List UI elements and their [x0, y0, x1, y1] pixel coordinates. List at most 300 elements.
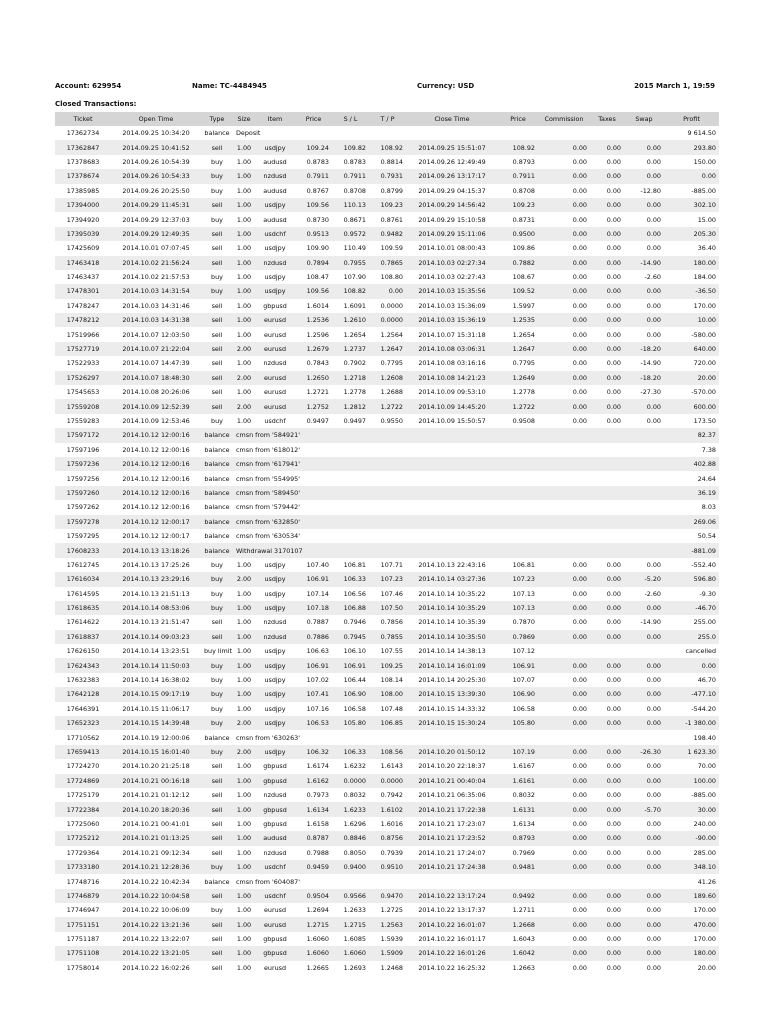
- table-cell: 0.00: [538, 961, 590, 975]
- table-cell: 1.2633: [332, 903, 369, 917]
- table-cell: -18.20: [624, 342, 664, 356]
- table-cell: 0.00: [590, 198, 624, 212]
- table-cell: 1.2778: [332, 385, 369, 399]
- table-cell: 1.6060: [295, 946, 332, 960]
- table-cell: 109.23: [369, 198, 406, 212]
- table-cell: 106.90: [332, 687, 369, 701]
- table-cell: -5.20: [624, 572, 664, 586]
- table-cell: 17597295: [55, 529, 111, 543]
- table-cell: -570.00: [664, 385, 719, 399]
- table-cell: 0.00: [624, 601, 664, 615]
- table-cell: 1.00: [233, 644, 255, 658]
- table-cell: balance: [201, 500, 233, 514]
- table-cell: 1.2650: [295, 371, 332, 385]
- table-cell: -881.09: [664, 543, 719, 557]
- table-cell: 0.00: [624, 774, 664, 788]
- table-cell: 0.00: [538, 601, 590, 615]
- table-cell: 106.58: [498, 702, 538, 716]
- table-cell: 1.2608: [369, 371, 406, 385]
- table-cell: 0.00: [590, 572, 624, 586]
- table-cell: 1.6131: [498, 802, 538, 816]
- table-cell: buy: [201, 184, 233, 198]
- table-cell: nzdusd: [255, 169, 295, 183]
- column-header: Price: [295, 112, 332, 126]
- table-cell: 240.00: [664, 817, 719, 831]
- table-row: [55, 529, 719, 543]
- table-row: [55, 169, 719, 183]
- table-cell: sell: [201, 399, 233, 413]
- table-cell: 0.00: [590, 371, 624, 385]
- table-cell: 2014.10.07 12:03:50: [111, 327, 201, 341]
- table-cell: 0.9508: [498, 414, 538, 428]
- table-cell: 0.7894: [295, 256, 332, 270]
- table-cell: 1.2647: [498, 342, 538, 356]
- table-cell: 2014.10.15 13:39:30: [406, 687, 498, 701]
- table-cell: 0.00: [590, 313, 624, 327]
- table-cell: 2014.10.21 17:24:07: [406, 846, 498, 860]
- table-cell: 106.56: [332, 587, 369, 601]
- table-cell: 0.00: [590, 356, 624, 370]
- table-cell: 1.2649: [498, 371, 538, 385]
- table-cell: -2.60: [624, 270, 664, 284]
- table-cell: 0.00: [538, 658, 590, 672]
- table-cell: usdjpy: [255, 745, 295, 759]
- table-cell: 1.2647: [369, 342, 406, 356]
- table-cell: usdchf: [255, 889, 295, 903]
- table-cell: 1.2468: [369, 961, 406, 975]
- column-header: Open Time: [111, 112, 201, 126]
- table-cell: 2014.10.03 14:31:38: [111, 313, 201, 327]
- table-cell: 0.8708: [332, 184, 369, 198]
- table-cell: balance: [201, 457, 233, 471]
- table-cell: 1.2654: [498, 327, 538, 341]
- table-cell: 150.00: [664, 155, 719, 169]
- table-cell: usdchf: [255, 860, 295, 874]
- table-row: [55, 932, 719, 946]
- table-cell: 0.7843: [295, 356, 332, 370]
- table-cell: -885.00: [664, 788, 719, 802]
- table-cell: 0.00: [538, 917, 590, 931]
- table-cell: 2014.10.13 17:25:26: [111, 558, 201, 572]
- table-cell: 2014.10.19 12:00:06: [111, 730, 201, 744]
- table-cell: 0.00: [590, 385, 624, 399]
- table-cell: 0.00: [538, 788, 590, 802]
- table-cell: 0.00: [624, 917, 664, 931]
- table-cell: 0.00: [538, 846, 590, 860]
- table-row: [55, 874, 719, 888]
- table-cell: 1.6167: [498, 759, 538, 773]
- table-cell: balance: [201, 486, 233, 500]
- table-cell: 2014.10.14 08:53:06: [111, 601, 201, 615]
- table-cell: 1.2563: [369, 917, 406, 931]
- table-cell: 106.85: [369, 716, 406, 730]
- statement-page: [55, 82, 719, 975]
- table-row: [55, 558, 719, 572]
- table-cell: cmsn from '579442': [233, 500, 664, 514]
- table-cell: 2014.10.12 12:00:17: [111, 515, 201, 529]
- table-cell: balance: [201, 126, 233, 140]
- table-cell: 107.07: [498, 673, 538, 687]
- table-cell: 2014.10.15 16:01:40: [111, 745, 201, 759]
- table-cell: buy: [201, 155, 233, 169]
- table-cell: 1.00: [233, 759, 255, 773]
- table-cell: 2014.09.26 13:17:17: [406, 169, 498, 183]
- table-cell: 2014.10.21 09:12:34: [111, 846, 201, 860]
- table-cell: 0.00: [538, 385, 590, 399]
- table-cell: 2014.10.20 21:25:18: [111, 759, 201, 773]
- table-row: [55, 543, 719, 557]
- table-cell: 0.00: [538, 212, 590, 226]
- table-cell: usdjpy: [255, 270, 295, 284]
- table-cell: 0.7856: [369, 615, 406, 629]
- table-cell: 17624343: [55, 658, 111, 672]
- table-cell: 107.02: [295, 673, 332, 687]
- table-cell: 106.58: [332, 702, 369, 716]
- table-cell: nzdusd: [255, 630, 295, 644]
- table-cell: 0.00: [538, 241, 590, 255]
- table-cell: buy limit: [201, 644, 233, 658]
- table-cell: 0.00: [538, 903, 590, 917]
- table-cell: -12.80: [624, 184, 664, 198]
- table-row: [55, 572, 719, 586]
- table-cell: 0.8767: [295, 184, 332, 198]
- table-cell: 0.7795: [498, 356, 538, 370]
- table-cell: -580.00: [664, 327, 719, 341]
- table-cell: 2014.10.22 10:06:09: [111, 903, 201, 917]
- table-cell: 1.2812: [332, 399, 369, 413]
- table-cell: 1.00: [233, 227, 255, 241]
- table-cell: 0.00: [590, 414, 624, 428]
- table-cell: 0.00: [624, 658, 664, 672]
- table-cell: 106.91: [295, 572, 332, 586]
- table-cell: 108.80: [369, 270, 406, 284]
- table-cell: -885.00: [664, 184, 719, 198]
- table-cell: 2014.10.03 15:36:19: [406, 313, 498, 327]
- table-cell: usdjpy: [255, 702, 295, 716]
- table-cell: 1 623.30: [664, 745, 719, 759]
- table-cell: buy: [201, 702, 233, 716]
- table-cell: 0.00: [538, 313, 590, 327]
- column-header: Commission: [538, 112, 590, 126]
- table-cell: 2014.10.14 13:23:51: [111, 644, 201, 658]
- table-cell: 17378683: [55, 155, 111, 169]
- table-cell: 17614622: [55, 615, 111, 629]
- table-cell: 0.00: [624, 327, 664, 341]
- table-cell: cmsn from '617941': [233, 457, 664, 471]
- table-cell: 0.00: [624, 558, 664, 572]
- table-cell: 107.71: [369, 558, 406, 572]
- table-cell: 1.00: [233, 313, 255, 327]
- table-cell: 17724869: [55, 774, 111, 788]
- table-cell: 1.00: [233, 385, 255, 399]
- table-cell: 1.00: [233, 256, 255, 270]
- table-cell: 2014.10.21 17:24:38: [406, 860, 498, 874]
- table-cell: 0.00: [538, 860, 590, 874]
- table-cell: sell: [201, 774, 233, 788]
- table-cell: 0.00: [590, 917, 624, 931]
- table-cell: 1.00: [233, 831, 255, 845]
- table-cell: 108.00: [369, 687, 406, 701]
- table-cell: 0.8050: [332, 846, 369, 860]
- table-row: [55, 860, 719, 874]
- table-cell: 0.00: [538, 198, 590, 212]
- table-row: [55, 399, 719, 413]
- column-header: Close Time: [406, 112, 498, 126]
- table-cell: 70.00: [664, 759, 719, 773]
- table-cell: 0.8787: [295, 831, 332, 845]
- table-cell: 1.00: [233, 630, 255, 644]
- table-cell: sell: [201, 932, 233, 946]
- table-cell: 2014.10.15 14:39:48: [111, 716, 201, 730]
- table-cell: 2014.10.07 21:22:04: [111, 342, 201, 356]
- table-cell: 0.7945: [332, 630, 369, 644]
- table-cell: 17608233: [55, 543, 111, 557]
- closed-transactions-table: [55, 112, 719, 975]
- table-cell: 17478247: [55, 299, 111, 313]
- table-cell: 17559208: [55, 399, 111, 413]
- table-cell: 302.10: [664, 198, 719, 212]
- table-cell: 2014.10.22 10:04:58: [111, 889, 201, 903]
- table-cell: 1.6232: [332, 759, 369, 773]
- table-cell: 2014.10.07 15:31:18: [406, 327, 498, 341]
- table-cell: 109.24: [295, 140, 332, 154]
- table-cell: 0.0000: [369, 313, 406, 327]
- table-cell: 0.00: [590, 342, 624, 356]
- table-cell: cmsn from '630534': [233, 529, 664, 543]
- table-cell: 180.00: [664, 256, 719, 270]
- table-cell: 1.6134: [498, 817, 538, 831]
- table-cell: 109.82: [332, 140, 369, 154]
- table-cell: 0.7973: [295, 788, 332, 802]
- table-cell: 1.00: [233, 932, 255, 946]
- table-cell: 0.0000: [369, 774, 406, 788]
- table-cell: 8.03: [664, 500, 719, 514]
- table-cell: 17659413: [55, 745, 111, 759]
- table-cell: 1.6091: [332, 299, 369, 313]
- table-row: [55, 687, 719, 701]
- table-cell: 46.70: [664, 673, 719, 687]
- table-cell: 2014.10.12 12:00:16: [111, 500, 201, 514]
- table-cell: 109.52: [498, 284, 538, 298]
- table-cell: sell: [201, 198, 233, 212]
- table-cell: 7.38: [664, 443, 719, 457]
- table-cell: 17559283: [55, 414, 111, 428]
- table-cell: 17362734: [55, 126, 111, 140]
- table-cell: -2.60: [624, 587, 664, 601]
- table-cell: 1.00: [233, 155, 255, 169]
- table-cell: buy: [201, 169, 233, 183]
- table-cell: 1.2536: [295, 313, 332, 327]
- table-cell: 1.6014: [295, 299, 332, 313]
- table-cell: 0.9550: [369, 414, 406, 428]
- table-cell: 0.00: [590, 169, 624, 183]
- table-cell: 2014.10.02 21:57:53: [111, 270, 201, 284]
- table-cell: 2014.10.20 22:18:37: [406, 759, 498, 773]
- table-row: [55, 615, 719, 629]
- table-cell: 1.00: [233, 917, 255, 931]
- table-cell: 0.00: [590, 155, 624, 169]
- table-cell: 106.81: [332, 558, 369, 572]
- table-cell: 1.6174: [295, 759, 332, 773]
- table-cell: 2014.10.22 13:17:37: [406, 903, 498, 917]
- table-cell: 107.23: [498, 572, 538, 586]
- table-cell: 0.8756: [369, 831, 406, 845]
- table-cell: sell: [201, 385, 233, 399]
- table-cell: 173.50: [664, 414, 719, 428]
- table-cell: 0.00: [590, 399, 624, 413]
- table-cell: nzdusd: [255, 356, 295, 370]
- table-cell: 0.7988: [295, 846, 332, 860]
- table-cell: usdjpy: [255, 558, 295, 572]
- table-cell: 2014.10.20 18:20:36: [111, 802, 201, 816]
- table-cell: 17746879: [55, 889, 111, 903]
- table-cell: 1.00: [233, 356, 255, 370]
- table-cell: 108.14: [369, 673, 406, 687]
- table-cell: 107.55: [369, 644, 406, 658]
- table-cell: 0.7882: [498, 256, 538, 270]
- table-cell: eurusd: [255, 342, 295, 356]
- table-cell: 0.9459: [295, 860, 332, 874]
- table-cell: 1.6161: [498, 774, 538, 788]
- table-cell: 0.7869: [498, 630, 538, 644]
- table-cell: 1.2715: [332, 917, 369, 931]
- table-cell: 2014.10.21 01:13:25: [111, 831, 201, 845]
- table-cell: 1.2665: [295, 961, 332, 975]
- table-cell: 0.00: [624, 932, 664, 946]
- table-cell: 0.00: [590, 587, 624, 601]
- table-cell: 0.00: [590, 961, 624, 975]
- table-cell: 0.0000: [332, 774, 369, 788]
- table-cell: 108.67: [498, 270, 538, 284]
- table-cell: 0.00: [538, 414, 590, 428]
- table-cell: 2014.10.01 08:00:43: [406, 241, 498, 255]
- table-cell: 1.2694: [295, 903, 332, 917]
- table-cell: 1.5909: [369, 946, 406, 960]
- table-cell: gbpusd: [255, 759, 295, 773]
- table-cell: 2014.10.09 15:50:57: [406, 414, 498, 428]
- table-cell: 17597256: [55, 471, 111, 485]
- table-cell: 17597172: [55, 428, 111, 442]
- table-cell: 0.00: [538, 327, 590, 341]
- table-cell: 108.56: [369, 745, 406, 759]
- table-cell: 0.9470: [369, 889, 406, 903]
- table-cell: 0.00: [624, 155, 664, 169]
- table-cell: 720.00: [664, 356, 719, 370]
- table-cell: 0.00: [590, 212, 624, 226]
- table-cell: 0.00: [590, 802, 624, 816]
- table-cell: eurusd: [255, 961, 295, 975]
- table-cell: 0.00: [538, 356, 590, 370]
- table-cell: sell: [201, 846, 233, 860]
- table-cell: 1.6102: [369, 802, 406, 816]
- table-cell: 17751151: [55, 917, 111, 931]
- table-cell: 1.5997: [498, 299, 538, 313]
- table-cell: 0.00: [538, 299, 590, 313]
- table-cell: 110.13: [332, 198, 369, 212]
- table-row: [55, 745, 719, 759]
- table-cell: 2014.10.20 01:50:12: [406, 745, 498, 759]
- table-cell: 0.00: [538, 558, 590, 572]
- table-cell: 2014.10.12 12:00:16: [111, 486, 201, 500]
- table-cell: 2014.10.13 21:51:13: [111, 587, 201, 601]
- table-cell: cmsn from '630263': [233, 730, 664, 744]
- table-cell: 0.00: [369, 284, 406, 298]
- table-cell: 0.9497: [332, 414, 369, 428]
- table-cell: 2014.10.07 14:47:39: [111, 356, 201, 370]
- table-cell: 0.00: [538, 169, 590, 183]
- table-cell: 1.00: [233, 687, 255, 701]
- table-cell: 17597262: [55, 500, 111, 514]
- table-cell: sell: [201, 961, 233, 975]
- table-cell: 1.00: [233, 860, 255, 874]
- table-cell: 17751187: [55, 932, 111, 946]
- table-cell: 0.7865: [369, 256, 406, 270]
- table-cell: 0.00: [590, 299, 624, 313]
- table-cell: eurusd: [255, 385, 295, 399]
- table-cell: 2014.10.14 03:27:36: [406, 572, 498, 586]
- table-cell: 2014.10.21 00:16:18: [111, 774, 201, 788]
- table-cell: 170.00: [664, 903, 719, 917]
- table-cell: 2014.10.21 12:28:36: [111, 860, 201, 874]
- table-cell: 0.00: [590, 270, 624, 284]
- table-cell: 1.00: [233, 961, 255, 975]
- table-cell: 2014.10.21 06:35:06: [406, 788, 498, 802]
- table-cell: 2014.10.22 13:17:24: [406, 889, 498, 903]
- table-cell: 9 614.50: [664, 126, 719, 140]
- table-cell: 0.00: [590, 658, 624, 672]
- table-cell: 0.00: [538, 184, 590, 198]
- table-cell: gbpusd: [255, 299, 295, 313]
- table-cell: 0.00: [664, 658, 719, 672]
- table-cell: 2014.10.09 14:45:20: [406, 399, 498, 413]
- table-cell: 17478212: [55, 313, 111, 327]
- table-cell: 0.00: [624, 299, 664, 313]
- table-cell: 2014.10.08 14:21:23: [406, 371, 498, 385]
- account-number: Account: 629954: [55, 82, 122, 90]
- table-cell: sell: [201, 615, 233, 629]
- table-cell: sell: [201, 256, 233, 270]
- table-cell: 17362847: [55, 140, 111, 154]
- table-cell: 107.90: [332, 270, 369, 284]
- table-cell: balance: [201, 471, 233, 485]
- table-row: [55, 774, 719, 788]
- table-cell: 106.44: [332, 673, 369, 687]
- table-cell: 106.53: [295, 716, 332, 730]
- table-cell: 0.00: [624, 846, 664, 860]
- table-row: [55, 702, 719, 716]
- table-cell: 1.00: [233, 169, 255, 183]
- table-cell: 0.9492: [498, 889, 538, 903]
- column-header: Profit: [664, 112, 719, 126]
- table-cell: 2014.10.12 12:00:16: [111, 471, 201, 485]
- table-cell: buy: [201, 903, 233, 917]
- table-cell: 0.8783: [295, 155, 332, 169]
- table-cell: 2014.10.12 12:00:16: [111, 428, 201, 442]
- table-cell: usdjpy: [255, 658, 295, 672]
- table-row: [55, 356, 719, 370]
- table-cell: [590, 644, 624, 658]
- table-cell: 1.5939: [369, 932, 406, 946]
- table-cell: balance: [201, 543, 233, 557]
- table-cell: 1.00: [233, 241, 255, 255]
- table-cell: 2014.10.02 21:56:24: [111, 256, 201, 270]
- table-cell: balance: [201, 529, 233, 543]
- table-cell: 0.00: [624, 313, 664, 327]
- table-row: [55, 716, 719, 730]
- table-cell: 2014.09.25 10:41:52: [111, 140, 201, 154]
- table-cell: 1.00: [233, 140, 255, 154]
- table-cell: 17733180: [55, 860, 111, 874]
